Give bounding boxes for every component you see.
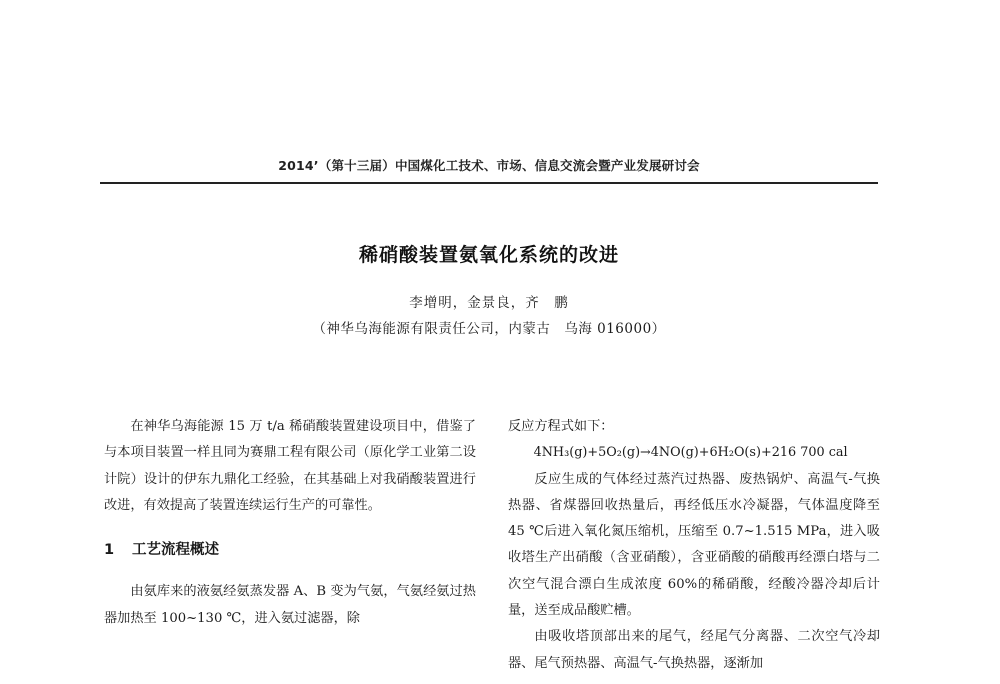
section-number: 1 xyxy=(104,542,115,559)
affiliation: （神华乌海能源有限责任公司，内蒙古 乌海 016000） xyxy=(312,321,666,337)
reaction-paragraph: 反应生成的气体经过蒸汽过热器、废热锅炉、高温气-气换热器、省煤器回收热量后，再经低压水冷凝器，气体温度降至 45 ℃后进入氧化氮压缩机，压缩至 0.7~1.515 MPa，进入吸收塔生产出硝酸（含亚硝酸），含亚硝酸的硝酸再经漂白塔与二次空气混合漂白生成浓度 60%的稀硝酸，经酸冷器冷却后计量，送至成品酸贮槽。 xyxy=(508,471,880,619)
header-rule xyxy=(100,182,878,184)
equation-intro: 反应方程式如下： xyxy=(508,419,614,434)
author-list: 李增明，金景良，齐 鹏 xyxy=(409,295,569,311)
tail-gas-paragraph: 由吸收塔顶部出来的尾气，经尾气分离器、二次空气冷却器、尾气预热器、高温气-气换热器，逐渐加 xyxy=(508,629,880,671)
right-column xyxy=(508,414,880,677)
section-heading xyxy=(104,537,476,563)
intro-paragraph: 在神华乌海能源 15 万 t/a 稀硝酸装置建设项目中，借鉴了与本项目装置一样且同为赛鼎工程有限公司（原化学工业第二设计院）设计的伊东九鼎化工经验，在其基础上对我硝酸装置进行改进，有效提高了装置连续运行生产的可靠性。 xyxy=(104,419,476,513)
section-title: 工艺流程概述 xyxy=(132,542,219,559)
article-title: 稀硝酸装置氨氧化系统的改进 xyxy=(358,244,619,266)
process-paragraph: 由氨库来的液氨经氨蒸发器 A、B 变为气氨，气氨经氨过热器加热至 100~130 ℃，进入氨过滤器，除 xyxy=(104,584,476,626)
left-column xyxy=(104,414,476,632)
reaction-equation: 4NH₃(g)+5O₂(g)→4NO(g)+6H₂O(s)+216 700 cal xyxy=(533,445,848,461)
running-header: 2014’（第十三届）中国煤化工技术、市场、信息交流会暨产业发展研讨会 xyxy=(278,158,700,173)
